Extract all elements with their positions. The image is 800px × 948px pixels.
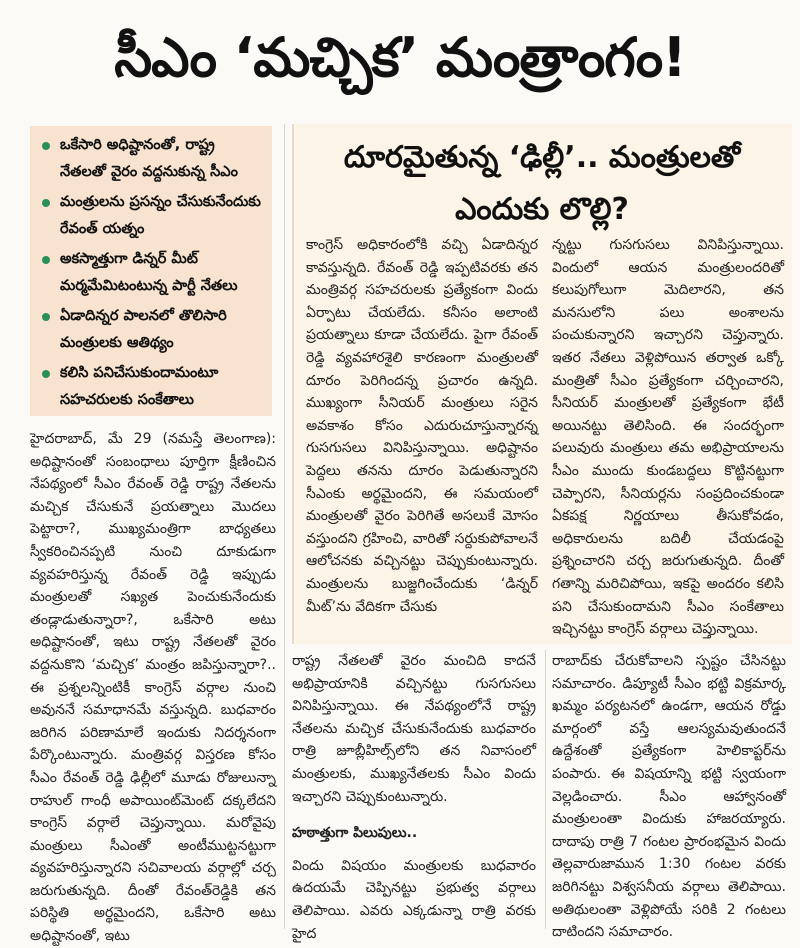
bullet-icon [42,370,50,378]
bullet-icon [42,142,50,150]
article-text: కాంగ్రెస్ అధికారంలోకి వచ్చి ఏడాదిన్నర కావస్తున్నది. రేవంత్ రెడ్డి ఇప్పటివరకు తన మంత్రివర్గ సహచరులకు ప్రత్యేకంగా విందు ఏర్పాటు చేయలేదు. కనీసం అలాంటి ప్రయత్నాలు కూడా చేయలేదు. పైగా రేవంత్ రెడ్డి వ్యవహారశైలి కారణంగా మంత్రులతో దూరం పెరిగిందన్న ప్రచారం ఉన్నది. ముఖ్యంగా సీనియర్ మంత్రులు సరైన అవకాశం కోసం ఎదురుచూస్తున్నారన్న గుసగుసలు వినిపిస్తున్నాయి. అధిష్టానం పెద్దలు తనను దూరం పెడుతున్నారని సీఎంకు అర్థమైందని, ఈ సమయంలో మంత్రులతో వైరం పెరిగితే అసలుకే మోసం వస్తుందని గ్రహించి, వారితో సర్దుకుపోవాలనే ఆలోచనకు వచ్చినట్టు చెప్పుకుంటున్నారు. మంత్రులను బుజ్జగించేందుకు ‘డిన్నర్ మీట్’ను వేదికగా చేసుకు [306,237,538,615]
highlight-text: ఒకేసారి అధిష్టానంతో, రాష్ట్ర నేతలతో వైరం వద్దనుకున్న సీఎం [60,137,238,180]
highlight-item [40,189,264,243]
highlight-text: ఏడాదిన్నర పాలనలో తొలిసారి మంత్రులకు ఆతిథ్యం [60,308,227,351]
article-text: రాబాద్‌కు చేరుకోవాలని స్పష్టం చేసినట్టు సమాచారం. డిప్యూటీ సీఎం భట్టి విక్రమార్క ఖమ్మం పర్యటనలో ఉండగా, ఆయన రోడ్డు మార్గంలో వస్తే ఆలస్యమవుతుందనే ఉద్దేశంతో ప్రత్యేకంగా హెలికాప్టర్‌ను పంపారు. ఈ విషయాన్ని భట్టి స్వయంగా వెల్లడించారు. సీఎం ఆహ్వానంతో మంత్రులంతా విందుకు హాజరయ్యారు. దాదాపు రాత్రి 7 గంటల ప్రారంభమైన విందు తెల్లవారుజామున 1:30 గంటల వరకు జరిగినట్టు విశ్వసనీయ వర్గాలు తెలిపాయి. అతిథులంతా వెళ్లిపోయే సరికి 2 గంటలు దాటిందని సమాచారం. [552,653,786,941]
headline: సీఎం ‘మచ్చిక’ మంత్రాంగం! [114,26,686,89]
article-column-5 [552,650,786,944]
bullet-icon [42,256,50,264]
article-text: రాష్ట్ర నేతలతో వైరం మంచిది కాదనే అభిప్రాయానికి వచ్చినట్టు గుసగుసలు వినిపిస్తున్నాయి. ఈ నేపథ్యంలోనే రాష్ట్ర నేతలను మచ్చిక చేసుకునేందుకు బుధవారం రాత్రి జూబ్లీహిల్స్‌లోని తన నివాసంలో మంత్రులకు, ముఖ్యనేతలకు సీఎం విందు ఇచ్చారని చెప్పుకుంటున్నారు. [292,653,536,805]
article-column-4 [292,650,536,945]
bullet-icon [42,313,50,321]
section-subheading: హఠాత్తుగా పిలుపులు.. [292,825,418,842]
highlight-item [40,360,264,414]
article-text: న్నట్టు గుసగుసలు వినిపిస్తున్నాయి. విందులో ఆయన మంత్రులందరితో కలుపుగోలుగా మెదిలారని, తన మనసులోని పలు అంశాలను పంచుకున్నారని ఇచ్చారని చెప్తున్నారు. ఇతర నేతలు వెళ్లిపోయిన తర్వాత ఒక్కో మంత్రితో సీఎం ప్రత్యేకంగా చర్చించారని, సీనియర్ మంత్రులతో ప్రత్యేకంగా భేటీ అయినట్టు తెలిసింది. ఈ సందర్భంగా పలువురు మంత్రులు తమ అభిప్రాయాలను సీఎం ముందు కుండబద్దలు కొట్టినట్టుగా చెప్పారని, సీనియర్లను సంప్రదించకుండా ఏకపక్ష నిర్ణయాలు తీసుకోవడం, అధికారులను బదిలీ చేయడంపై ప్రశ్నించారని చర్చ జరుగుతున్నది. దీంతో గతాన్ని మరిచిపోయి, ఇకపై అందరం కలిసి పని చేసుకుందామని సీఎం సంకేతాలు ఇచ్చినట్టు కాంగ్రెస్ వర్గాలు చెప్తున్నాయి. [552,237,784,638]
article-column-3 [552,234,784,641]
highlight-item [40,246,264,300]
article-column-1 [30,428,276,948]
column-rule [545,650,546,929]
highlight-item [40,303,264,357]
article-text: హైదరాబాద్, మే 29 (నమస్తే తెలంగాణ): అధిష్టానంతో సంబంధాలు పూర్తిగా క్షీణించిన నేపథ్యంలో సీఎం రేవంత్ రెడ్డి రాష్ట్ర నేతలను మచ్చిక చేసుకునే ప్రయత్నాలు మొదలు పెట్టారా?, ముఖ్యమంత్రిగా బాధ్యతలు స్వీకరించినప్పటి నుంచి దూకుడుగా వ్యవహరిస్తున్న రేవంత్ రెడ్డి ఇప్పుడు మంత్రులతో సఖ్యత పెంచుకునేందుకు తండ్లాడుతున్నారా?, ఒకేసారి అటు అధిష్టానంతో, ఇటు రాష్ట్ర నేతలతో వైరం వద్దనుకొని ‘మచ్చిక’ మంత్రం జపిస్తున్నారా?.. ఈ ప్రశ్నలన్నింటికీ కాంగ్రెస్ వర్గాల నుంచి అవుననే సమాధానమే వస్తున్నది. బుధవారం జరిగిన పరిణామాలే ఇందుకు నిదర్శనంగా పేర్కొంటున్నారు. మంత్రివర్గ విస్తరణ కోసం సీఎం రేవంత్ రెడ్డి ఢిల్లీలో మూడు రోజులున్నా రాహుల్ గాంధీ అపాయింట్‌మెంట్ దక్కలేదని కాంగ్రెస్ వర్గాలే చెప్తున్నాయి. మరోవైపు మంత్రులు సీఎంతో అంటీముట్టనట్టుగా వ్యవహరిస్తున్నారని సచివాలయ వర్గాల్లో చర్చ జరుగుతున్నది. దీంతో రేవంత్‌రెడ్డికి తన పరిస్థితి అర్థమైందని, ఒకేసారి అటు అధిష్టానంతో, ఇటు [30,431,276,945]
sub-headline: దూరమైతున్న ‘ఢిల్లీ’.. మంత్రులతో ఎందుకు లొల్లి? [343,140,741,227]
article-text: విందు విషయం మంత్రులకు బుధవారం ఉదయమే చెప్పినట్టు ప్రభుత్వ వర్గాలు తెలిపాయి. ఎవరు ఎక్కడున్నా రాత్రి వరకు హైద [292,857,536,942]
highlight-text: కలిసి పనిచేసుకుందామంటూ సహచరులకు సంకేతాలు [60,365,219,408]
highlight-text: అకస్మాత్తుగా డిన్నర్ మీట్ మర్మమేమిటంటున్న పార్టీ నేతలు [60,251,238,294]
highlight-item [40,132,264,186]
highlights-box [30,126,272,416]
article-column-2 [306,234,538,618]
bullet-icon [42,199,50,207]
highlight-text: మంత్రులను ప్రసన్నం చేసుకునేందుకు రేవంత్ యత్నం [60,194,261,237]
column-rule [284,124,285,929]
